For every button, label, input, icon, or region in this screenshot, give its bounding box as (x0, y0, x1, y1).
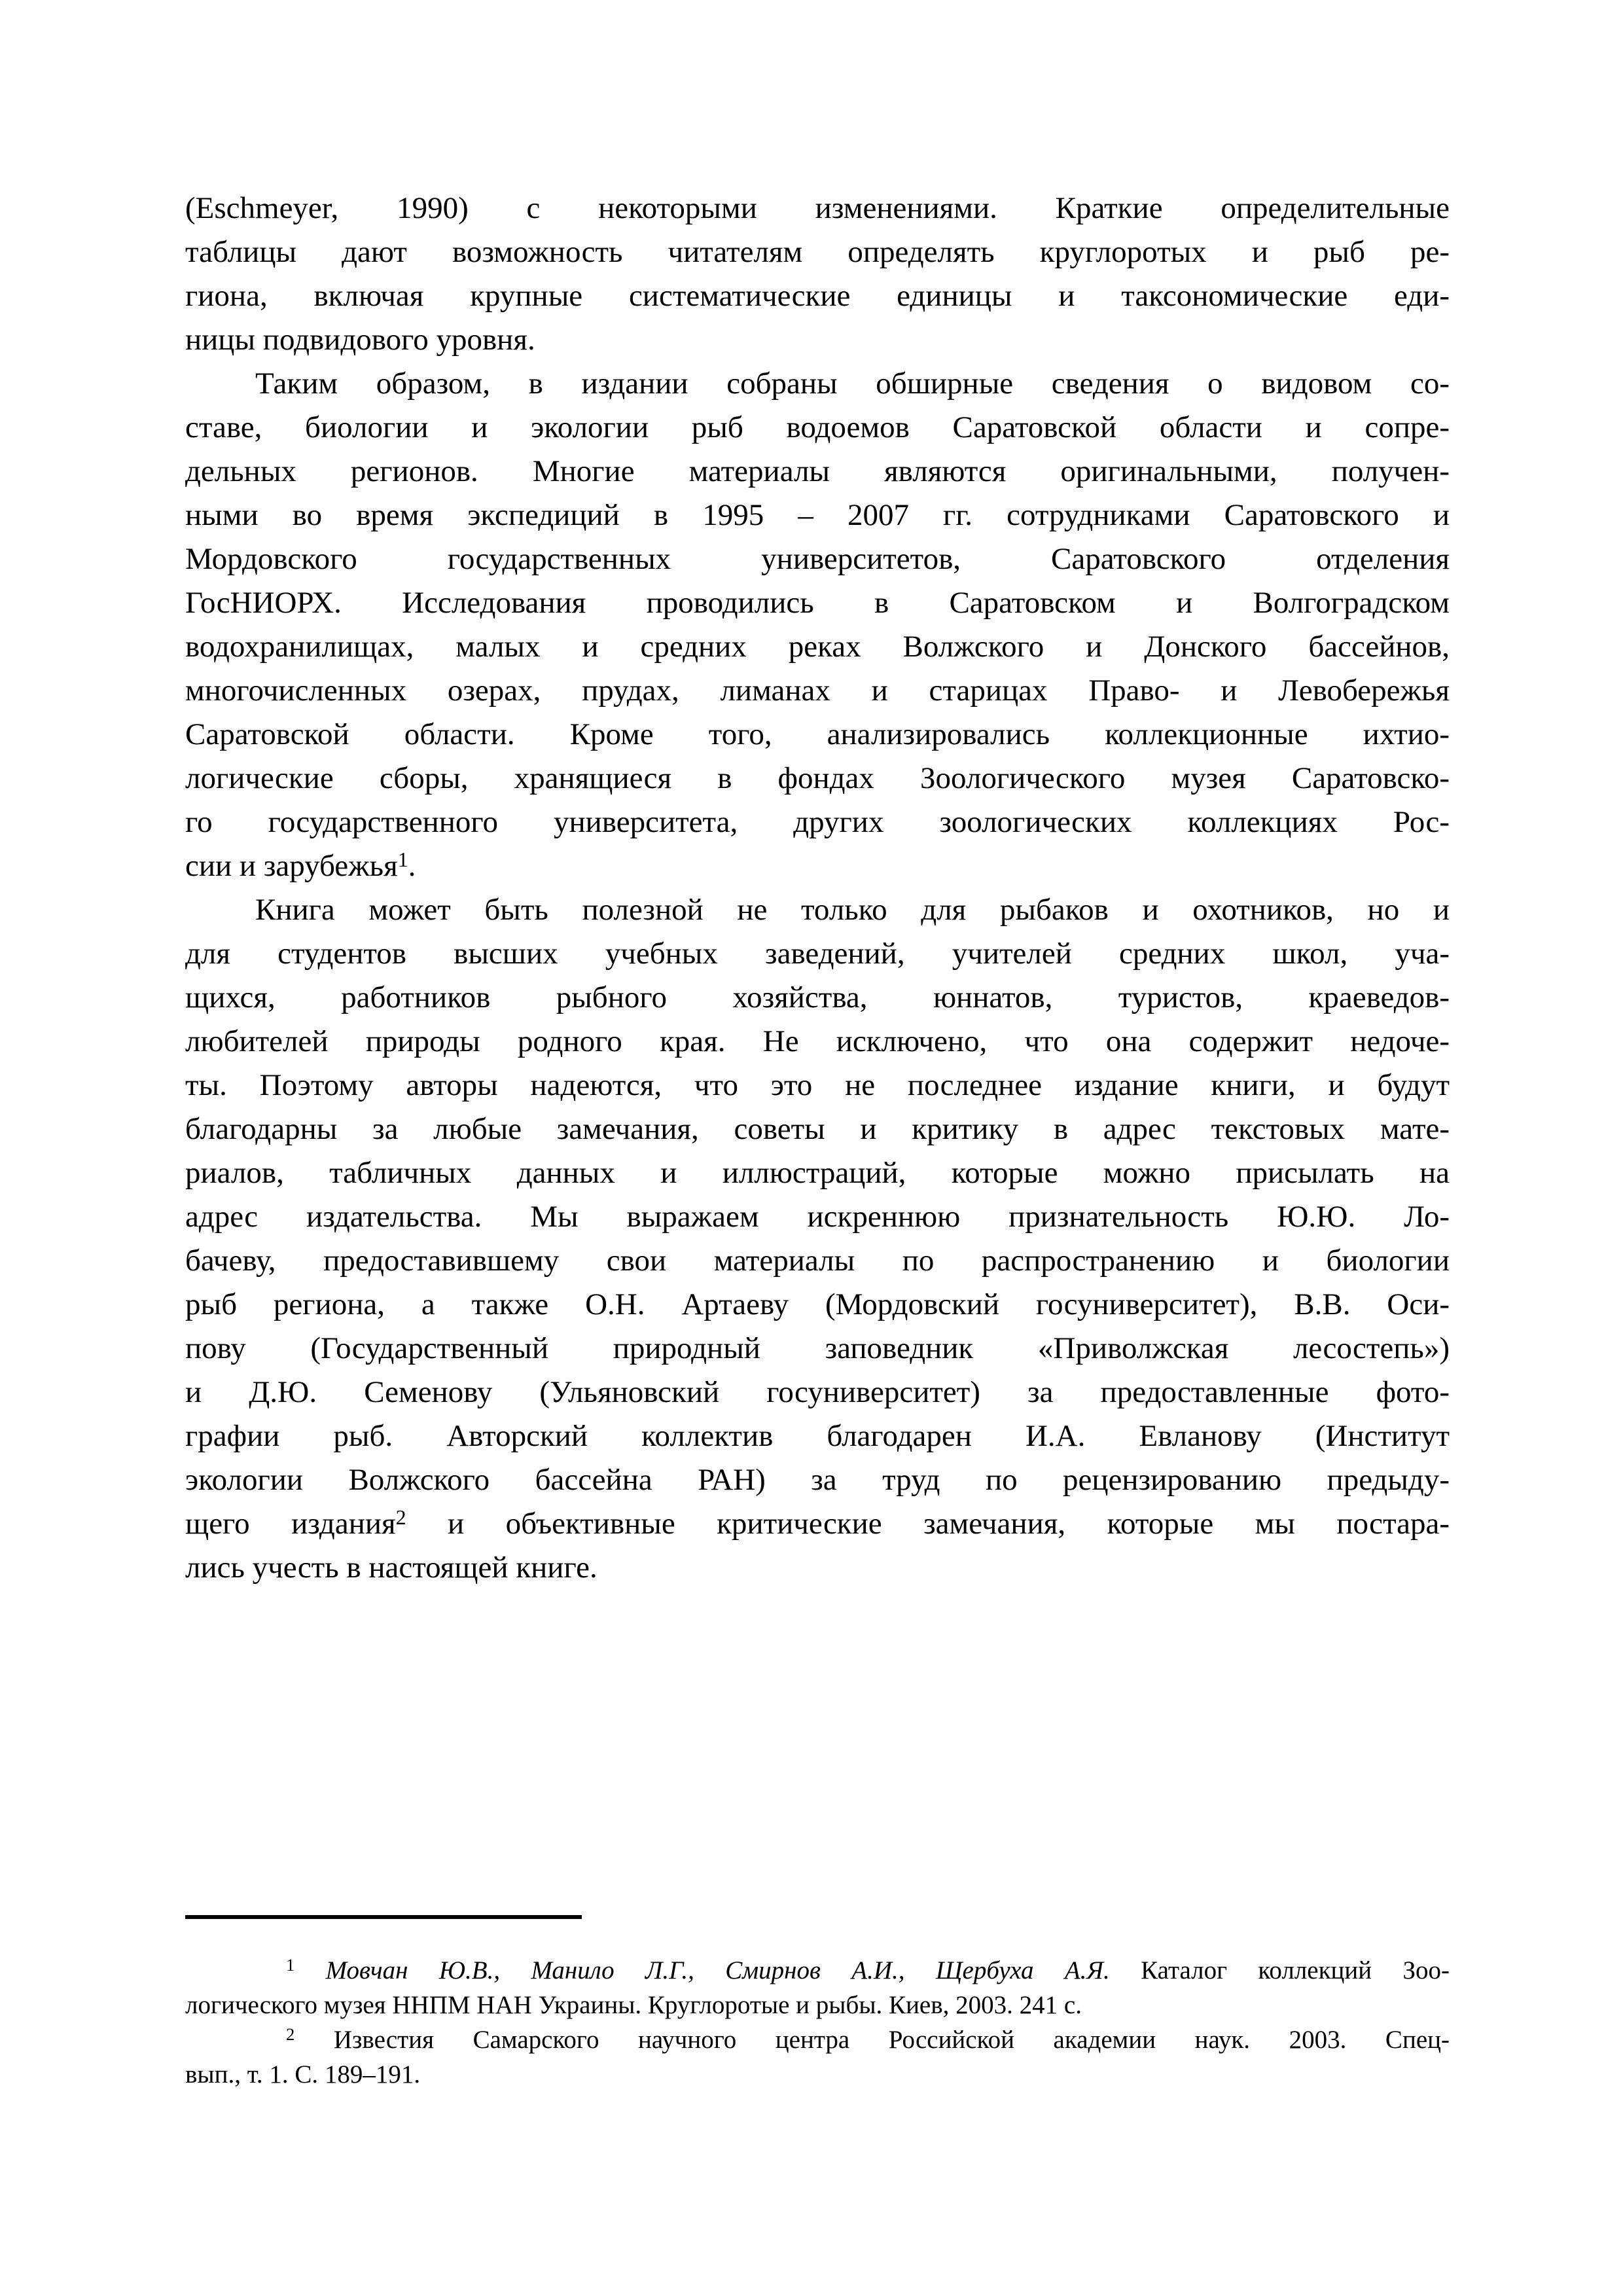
footnote-marker: 1 (286, 1955, 295, 1975)
text-line (185, 888, 1450, 932)
text-line (185, 537, 1450, 581)
text-segment: и Д.Ю. Семенову (Ульяновский госуниверситет) за предоставленные фото- (185, 1375, 1450, 1409)
text-segment: Книга может быть полезной не только для рыбаков и охотников, но и (255, 893, 1450, 927)
text-line (185, 713, 1450, 757)
text-segment: вып., т. 1. С. 189–191. (185, 2060, 421, 2089)
text-segment: ными во время экспедиций в 1995 – 2007 гг. сотрудниками Саратовского и (185, 498, 1450, 532)
footnote-line (185, 1988, 1450, 2022)
text-line (185, 1151, 1450, 1195)
text-line (185, 406, 1450, 450)
text-line (185, 1239, 1450, 1283)
text-segment: гиона, включая крупные систематические единицы и таксономические еди- (185, 279, 1450, 313)
text-segment: пову (Государственный природный заповедник «Приволжская лесостепь») (185, 1331, 1450, 1365)
text-line (185, 1327, 1450, 1371)
text-segment: ГосНИОРХ. Исследования проводились в Саратовском и Волгоградском (185, 586, 1450, 620)
text-segment: логического музея ННПМ НАН Украины. Круглоротые и рыбы. Киев, 2003. 241 с. (185, 1991, 1082, 2019)
text-line (185, 1195, 1450, 1239)
text-line (185, 450, 1450, 493)
text-line (185, 1064, 1450, 1107)
text-segment: благодарны за любые замечания, советы и критику в адрес текстовых мате- (185, 1112, 1450, 1146)
text-segment: лись учесть в настоящей книге. (185, 1551, 597, 1585)
text-line (185, 581, 1450, 625)
text-line (185, 1414, 1450, 1458)
footnote (185, 1953, 1450, 2022)
text-segment: дельных регионов. Многие материалы являются оригинальными, получен- (185, 454, 1450, 488)
text-line (185, 1107, 1450, 1151)
text-segment: Мордовского государственных университетов, Саратовского отделения (185, 542, 1450, 576)
text-line (185, 976, 1450, 1020)
footnote-section (185, 1915, 1450, 2092)
text-line (185, 318, 1450, 362)
footnote-list (185, 1953, 1450, 2092)
text-segment: Саратовской области. Кроме того, анализировались коллекционные ихтио- (185, 717, 1450, 751)
paragraph (185, 362, 1450, 888)
superscript-reference: 2 (395, 1505, 406, 1529)
footnote-line (185, 2022, 1450, 2057)
text-segment: риалов, табличных данных и иллюстраций, которые можно присылать на (185, 1156, 1450, 1190)
text-segment: бачеву, предоставившему свои материалы по распространению и биологии (185, 1244, 1450, 1278)
text-line (185, 493, 1450, 537)
text-line (185, 932, 1450, 976)
text-line (185, 1502, 1450, 1546)
text-segment: Известия Самарского научного центра Российской академии наук. 2003. Спец- (294, 2026, 1450, 2054)
main-text-block (185, 187, 1450, 1590)
superscript-reference: 1 (397, 848, 408, 871)
text-line (185, 844, 1450, 888)
text-segment: Мовчан Ю.В., Манило Л.Г., Смирнов А.И., Щербуха А.Я. (294, 1956, 1110, 1984)
paragraph (185, 187, 1450, 362)
footnote-separator (185, 1915, 582, 1919)
text-segment: адрес издательства. Мы выражаем искреннюю признательность Ю.Ю. Ло- (185, 1200, 1450, 1234)
text-line (185, 800, 1450, 844)
text-segment: многочисленных озерах, прудах, лиманах и старицах Право- и Левобережья (185, 673, 1450, 708)
text-segment: экологии Волжского бассейна РАН) за труд по рецензированию предыду- (185, 1463, 1450, 1497)
text-segment: логические сборы, хранящиеся в фондах Зоологического музея Саратовско- (185, 761, 1450, 795)
text-segment: щего издания (185, 1507, 396, 1541)
text-segment: щихся, работников рыбного хозяйства, юннатов, туристов, краеведов- (185, 980, 1450, 1014)
text-line (185, 625, 1450, 669)
text-segment: и объективные критические замечания, которые мы постара- (406, 1507, 1450, 1541)
footnote-marker: 2 (286, 2024, 295, 2045)
text-line (185, 187, 1450, 230)
text-segment: любителей природы родного края. Не исключено, что она содержит недоче- (185, 1024, 1450, 1058)
text-segment: таблицы дают возможность читателям определять круглоротых и рыб ре- (185, 235, 1450, 269)
text-segment: . (408, 849, 416, 883)
footnote-line (185, 1953, 1450, 1988)
text-segment: Таким образом, в издании собраны обширные сведения о видовом со- (255, 367, 1450, 401)
footnote-line (185, 2057, 1450, 2092)
text-line (185, 1020, 1450, 1064)
text-line (185, 1371, 1450, 1414)
text-line (185, 1283, 1450, 1327)
text-line (185, 230, 1450, 274)
text-segment: ты. Поэтому авторы надеются, что это не последнее издание книги, и будут (185, 1068, 1450, 1102)
text-segment: ницы подвидового уровня. (185, 323, 535, 357)
footnote (185, 2022, 1450, 2092)
text-line (185, 757, 1450, 800)
text-segment: для студентов высших учебных заведений, учителей средних школ, уча- (185, 937, 1450, 971)
text-segment: (Eschmeyer, 1990) с некоторыми изменениями. Краткие определительные (185, 191, 1450, 225)
text-line (185, 1458, 1450, 1502)
paragraph (185, 888, 1450, 1590)
text-segment: ставе, биологии и экологии рыб водоемов Саратовской области и сопре- (185, 410, 1450, 444)
text-segment: го государственного университета, других зоологических коллекциях Рос- (185, 805, 1450, 839)
text-line (185, 1546, 1450, 1590)
text-segment: графии рыб. Авторский коллектив благодарен И.А. Евланову (Институт (185, 1419, 1450, 1453)
text-segment: сии и зарубежья (185, 849, 398, 883)
text-segment: Каталог коллекций Зоо- (1109, 1956, 1450, 1984)
text-segment: рыб региона, а также О.Н. Артаеву (Мордовский госуниверситет), В.В. Оси- (185, 1287, 1450, 1321)
text-line (185, 669, 1450, 713)
text-line (185, 274, 1450, 318)
text-segment: водохранилищах, малых и средних реках Волжского и Донского бассейнов, (185, 630, 1450, 664)
text-line (185, 362, 1450, 406)
